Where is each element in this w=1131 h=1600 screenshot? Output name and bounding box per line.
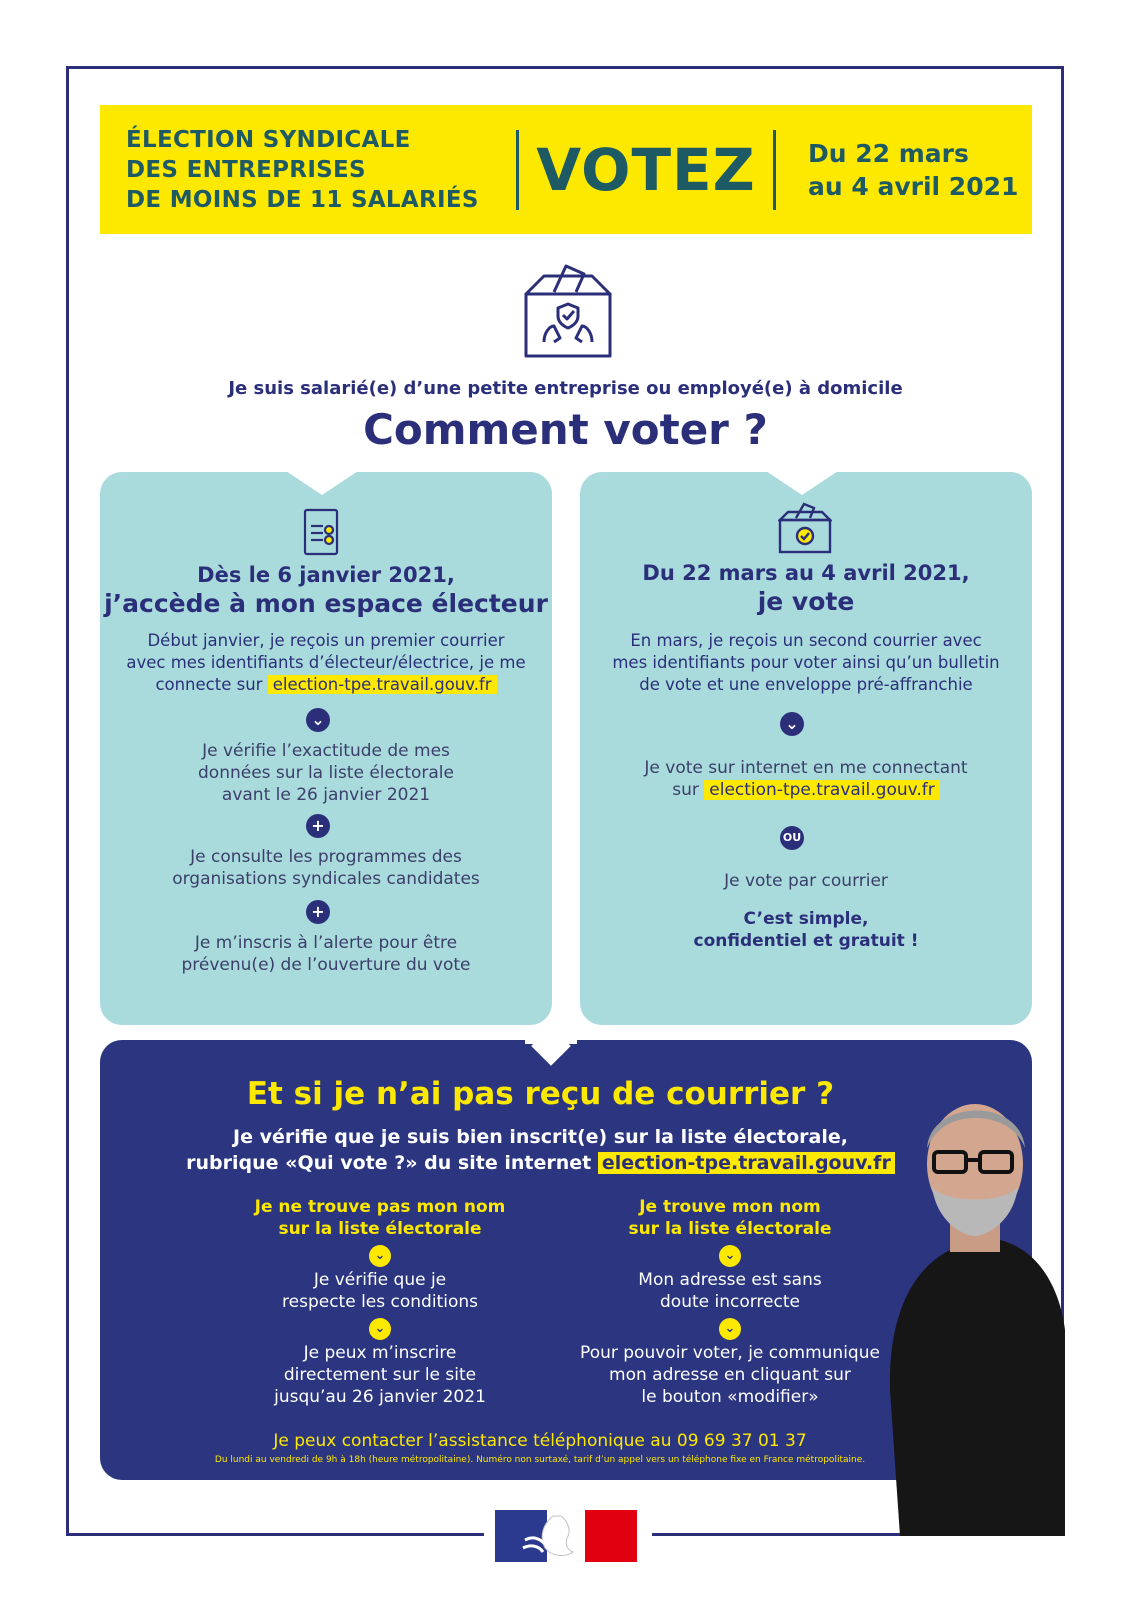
text-line: En mars, je reçois un second courrier avec <box>630 631 982 650</box>
text-line: Début janvier, je reçois un premier courrier <box>147 631 505 650</box>
chevron-down-icon: ⌄ <box>369 1245 391 1267</box>
text-line: respecte les conditions <box>282 1292 478 1312</box>
text-line: Je vérifie que je suis bien inscrit(e) sur la liste électorale, <box>233 1126 848 1148</box>
text-line: Je vérifie que je <box>313 1270 447 1290</box>
text-line: C’est simple, <box>743 909 869 929</box>
banner-title <box>100 125 516 215</box>
card-paragraph <box>580 630 1032 696</box>
banner-title-line: DES ENTREPRISES <box>126 156 366 183</box>
text-line: Je consulte les programmes des <box>190 847 462 867</box>
text-line: connecte sur <box>155 675 263 694</box>
intro-text: Je suis salarié(e) d’une petite entreprise ou employé(e) à domicile <box>228 378 903 399</box>
banner-title-line: ÉLECTION SYNDICALE <box>126 126 411 153</box>
banner-dates <box>776 137 1018 203</box>
card-heading-line: je vote <box>757 587 855 616</box>
step-programs <box>100 846 552 890</box>
text-line: avant le 26 janvier 2021 <box>221 785 431 805</box>
text-line: doute incorrecte <box>660 1292 800 1312</box>
text-line: directement sur le site <box>283 1365 477 1385</box>
text-line: avec mes identifiants d’électeur/électrice, je me <box>126 653 526 672</box>
election-link[interactable]: election-tpe.travail.gouv.fr <box>268 675 497 694</box>
election-link[interactable]: election-tpe.travail.gouv.fr <box>598 1152 895 1174</box>
text-line: de vote et une enveloppe pré-affranchie <box>639 675 973 694</box>
step-alert <box>100 932 552 976</box>
plus-icon: + <box>306 900 330 924</box>
text-line: mes identifiants pour voter ainsi qu’un bulletin <box>612 653 1000 672</box>
step-verify <box>100 740 552 806</box>
text-line: Je trouve mon nom <box>639 1197 821 1217</box>
text-line: Pour pouvoir voter, je communique <box>580 1343 880 1363</box>
marianne-logo <box>495 1510 637 1562</box>
person-photo <box>880 1090 1065 1536</box>
chevron-down-icon: ⌄ <box>306 708 330 732</box>
election-link[interactable]: election-tpe.travail.gouv.fr <box>704 780 940 800</box>
text-line: Je vérifie l’exactitude de mes <box>202 741 450 761</box>
chevron-down-icon: ⌄ <box>719 1245 741 1267</box>
text-line: rubrique «Qui vote ?» du site internet <box>186 1152 592 1174</box>
text-line: le bouton «modifier» <box>641 1387 819 1407</box>
banner-title-line: DE MOINS DE 11 SALARIÉS <box>126 186 479 213</box>
page-title: Comment voter ? <box>363 405 768 454</box>
text-line: Je m’inscris à l’alerte pour être <box>194 933 458 953</box>
text-line: Mon adresse est sans <box>638 1270 822 1290</box>
card-heading-line: j’accède à mon espace électeur <box>104 589 548 618</box>
card-access-space <box>100 472 552 1025</box>
card-heading <box>100 562 552 619</box>
checklist-icon <box>303 508 339 556</box>
text-line: sur la liste électorale <box>278 1219 482 1239</box>
card-heading <box>580 560 1032 617</box>
column-found <box>565 1196 895 1408</box>
text-line: prévenu(e) de l’ouverture du vote <box>181 955 471 975</box>
card-notch <box>286 471 358 495</box>
text-line: confidentiel et gratuit ! <box>693 931 919 951</box>
step-vote-online <box>580 757 1032 801</box>
text-line: Je vote sur internet en me connectant <box>644 758 968 778</box>
text-line: sur <box>672 780 699 800</box>
header-banner <box>100 105 1032 234</box>
text-line: jusqu’au 26 janvier 2021 <box>274 1387 486 1407</box>
simple-statement <box>580 908 1032 952</box>
step-vote-mail: Je vote par courrier <box>724 871 888 891</box>
chevron-down-icon: ⌄ <box>780 712 804 736</box>
column-not-found <box>215 1196 545 1408</box>
chevron-down-icon: ⌄ <box>369 1318 391 1340</box>
ou-badge: OU <box>780 826 804 850</box>
card-notch <box>766 471 838 495</box>
fine-print: Du lundi au vendredi de 9h à 18h (heure métropolitaine). Numéro non surtaxé, tarif d’un appel vers un téléphone fixe en France métropolitaine. <box>214 1455 866 1465</box>
ballot-box-icon <box>522 262 614 360</box>
text-line: organisations syndicales candidates <box>172 869 480 889</box>
text-line: sur la liste électorale <box>628 1219 832 1239</box>
card-paragraph <box>100 630 552 696</box>
phone-assistance: Je peux contacter l’assistance téléphonique au 09 69 37 01 37 <box>273 1431 807 1451</box>
plus-icon: + <box>306 814 330 838</box>
card-vote <box>580 472 1032 1025</box>
banner-date-line: au 4 avril 2021 <box>808 171 1019 201</box>
ballot-box-small-icon <box>778 502 832 554</box>
chevron-down-icon: ⌄ <box>719 1318 741 1340</box>
text-line: Je peux m’inscrire <box>303 1343 457 1363</box>
banner-date-line: Du 22 mars <box>808 138 969 168</box>
votez-label: VOTEZ <box>536 135 756 204</box>
card-heading-line: Du 22 mars au 4 avril 2021, <box>642 561 970 585</box>
text-line: Je ne trouve pas mon nom <box>254 1197 506 1217</box>
no-mail-title: Et si je n’ai pas reçu de courrier ? <box>246 1076 835 1112</box>
text-line: données sur la liste électorale <box>198 763 454 783</box>
card-heading-line: Dès le 6 janvier 2021, <box>197 563 455 587</box>
text-line: mon adresse en cliquant sur <box>609 1365 851 1385</box>
